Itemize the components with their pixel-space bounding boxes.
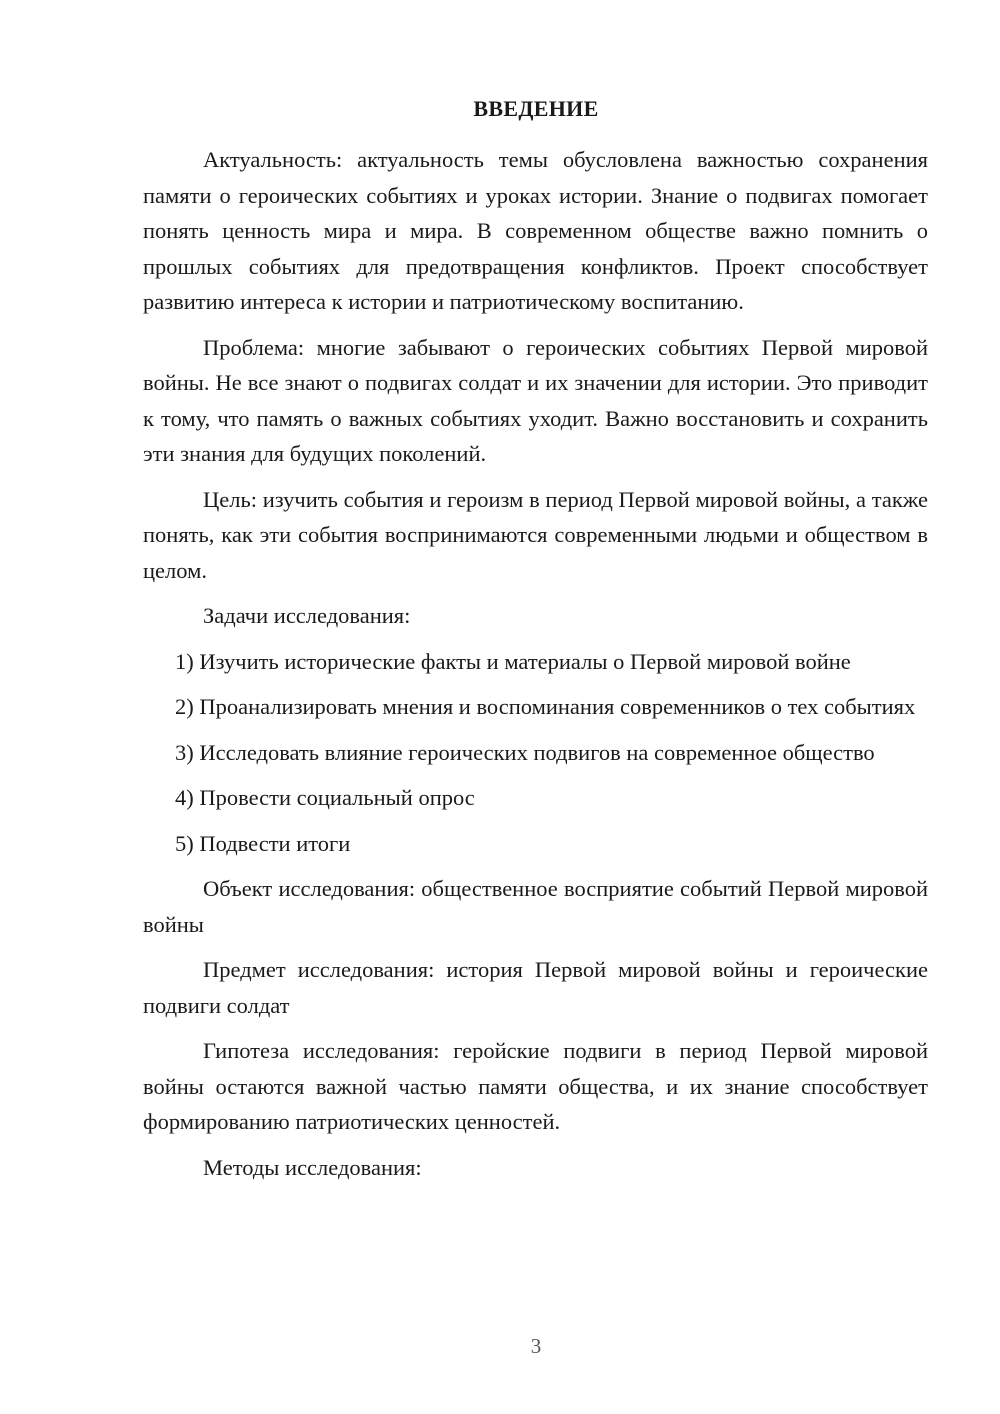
section-title: ВВЕДЕНИЕ bbox=[473, 96, 599, 121]
paragraph-goal: Цель: изучить события и героизм в период Первой мировой войны, а также понять, как эти события воспринимаются современными людьми и обществом в целом. bbox=[143, 486, 928, 583]
task-item-1: 1) Изучить исторические факты и материалы о Первой мировой войне bbox=[175, 648, 851, 674]
task-item-2: 2) Проанализировать мнения и воспоминания современников о тех событиях bbox=[175, 694, 916, 719]
tasks-heading: Задачи исследования: bbox=[203, 603, 411, 628]
paragraph-relevance: Актуальность: актуальность темы обусловлена важностью сохранения памяти о героических событиях и уроках истории. Знание о подвигах помогает понять ценность мира и мира. В современном обществе важно помнить о прошлых событиях для предотвращения конфликтов. Проект способствует развитию интереса к истории и патриотическому воспитанию. bbox=[143, 147, 928, 314]
paragraph-hypothesis: Гипотеза исследования: геройские подвиги в период Первой мировой войны остаются важной частью памяти общества, и их знание способствует формированию патриотических ценностей. bbox=[143, 1038, 928, 1134]
paragraph-problem: Проблема: многие забывают о героических событиях Первой мировой войны. Не все знают о подвигах солдат и их значении для истории. Это приводит к тому, что память о важных событиях уходит. Важно восстановить и сохранить эти знания для будущих поколений. bbox=[143, 334, 928, 466]
document-body bbox=[143, 142, 928, 1185]
paragraph-subject: Предмет исследования: история Первой мировой войны и героические подвиги солдат bbox=[143, 957, 928, 1018]
task-item-3: 3) Исследовать влияние героических подвигов на современное общество bbox=[175, 739, 875, 765]
page-number: 3 bbox=[530, 1334, 542, 1358]
methods-heading: Методы исследования: bbox=[203, 1154, 422, 1180]
task-item-4: 4) Провести социальный опрос bbox=[175, 785, 475, 810]
task-item-5: 5) Подвести итоги bbox=[175, 830, 351, 856]
paragraph-object: Объект исследования: общественное восприятие событий Первой мировой войны bbox=[143, 876, 928, 937]
